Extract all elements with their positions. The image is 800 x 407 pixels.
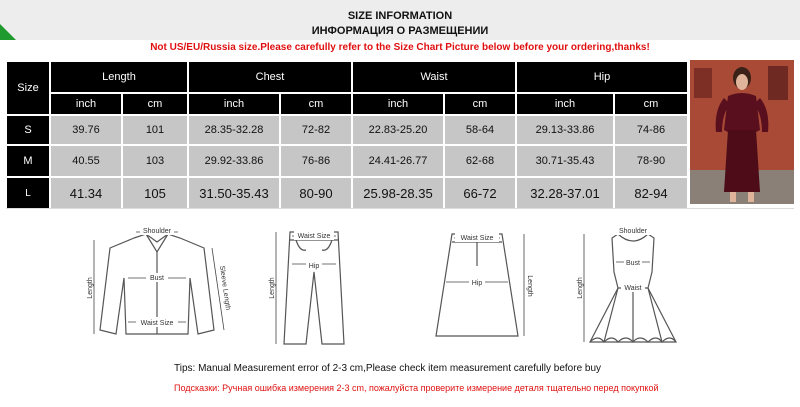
dress-length-label: Length (577, 277, 584, 299)
shirt-diagram (82, 226, 232, 352)
size-table (5, 60, 689, 210)
table-cell: 72-82 (281, 116, 351, 144)
table-cell: 32.28-37.01 (517, 178, 613, 208)
skirt-length-label: Length (526, 275, 533, 297)
shirt-waist-label: Waist Size (140, 320, 174, 327)
skirt-hip-label: Hip (471, 280, 483, 287)
size-notice: Not US/EU/Russia size.Please carefully refer to the Size Chart Picture below before your ordering,thanks! (150, 42, 650, 53)
pants-diagram (262, 226, 362, 352)
table-cell: 103 (123, 146, 187, 176)
dress-bust-label: Bust (625, 260, 641, 267)
unit-waist-inch: inch (353, 94, 443, 114)
tips-russian: Подсказки: Ручная ошибка измерения 2-3 cm, пожалуйста проверите измерение деталя тщательно перед покупкой (174, 383, 659, 393)
table-cell: 29.92-33.86 (189, 146, 279, 176)
unit-header-row (7, 94, 687, 114)
size-label: L (7, 178, 49, 208)
pants-waist-label: Waist Size (297, 233, 331, 240)
group-header-row (7, 62, 687, 92)
pants-length-label: Length (269, 277, 276, 299)
skirt-waist-label: Waist Size (460, 235, 494, 242)
group-waist: Waist (353, 62, 515, 92)
unit-hip-cm: cm (615, 94, 687, 114)
table-row (7, 146, 687, 176)
table-cell: 101 (123, 116, 187, 144)
shirt-shoulder-label: Shoulder (142, 228, 172, 235)
unit-length-cm: cm (123, 94, 187, 114)
table-cell: 66-72 (445, 178, 515, 208)
model-photo-illustration (690, 60, 794, 204)
table-cell: 74-86 (615, 116, 687, 144)
table-cell: 62-68 (445, 146, 515, 176)
title-russian: ИНФОРМАЦИЯ О РАЗМЕЩЕНИИ (311, 25, 489, 37)
table-cell: 80-90 (281, 178, 351, 208)
unit-hip-inch: inch (517, 94, 613, 114)
unit-chest-cm: cm (281, 94, 351, 114)
table-cell: 76-86 (281, 146, 351, 176)
skirt-diagram (422, 226, 532, 352)
table-cell: 41.34 (51, 178, 121, 208)
table-cell: 58-64 (445, 116, 515, 144)
title-english: SIZE INFORMATION (347, 10, 453, 22)
size-label: S (7, 116, 49, 144)
unit-length-inch: inch (51, 94, 121, 114)
size-corner-header: Size (7, 62, 49, 114)
table-cell: 29.13-33.86 (517, 116, 613, 144)
dress-diagram (578, 226, 688, 352)
dress-waist-label: Waist (624, 285, 642, 292)
table-cell: 31.50-35.43 (189, 178, 279, 208)
table-cell: 25.98-28.35 (353, 178, 443, 208)
table-cell: 24.41-26.77 (353, 146, 443, 176)
table-cell: 105 (123, 178, 187, 208)
size-label: M (7, 146, 49, 176)
table-cell: 40.55 (51, 146, 121, 176)
tips-english: Tips: Manual Measurement error of 2-3 cm,Please check item measurement carefully before buy (174, 363, 602, 374)
group-hip: Hip (517, 62, 687, 92)
table-cell: 28.35-32.28 (189, 116, 279, 144)
unit-chest-inch: inch (189, 94, 279, 114)
table-cell: 78-90 (615, 146, 687, 176)
unit-waist-cm: cm (445, 94, 515, 114)
shirt-bust-label: Bust (149, 275, 165, 282)
table-row (7, 116, 687, 144)
dress-shoulder-label: Shoulder (618, 228, 648, 235)
table-cell: 22.83-25.20 (353, 116, 443, 144)
shirt-sleeve-label: Sleeve Length (218, 265, 232, 311)
table-cell: 30.71-35.43 (517, 146, 613, 176)
table-cell: 82-94 (615, 178, 687, 208)
table-row (7, 178, 687, 208)
section-divider (6, 208, 794, 209)
model-photo (690, 60, 794, 204)
group-length: Length (51, 62, 187, 92)
shirt-length-label: Length (87, 277, 94, 299)
table-cell: 39.76 (51, 116, 121, 144)
group-chest: Chest (189, 62, 351, 92)
pants-hip-label: Hip (308, 263, 320, 270)
